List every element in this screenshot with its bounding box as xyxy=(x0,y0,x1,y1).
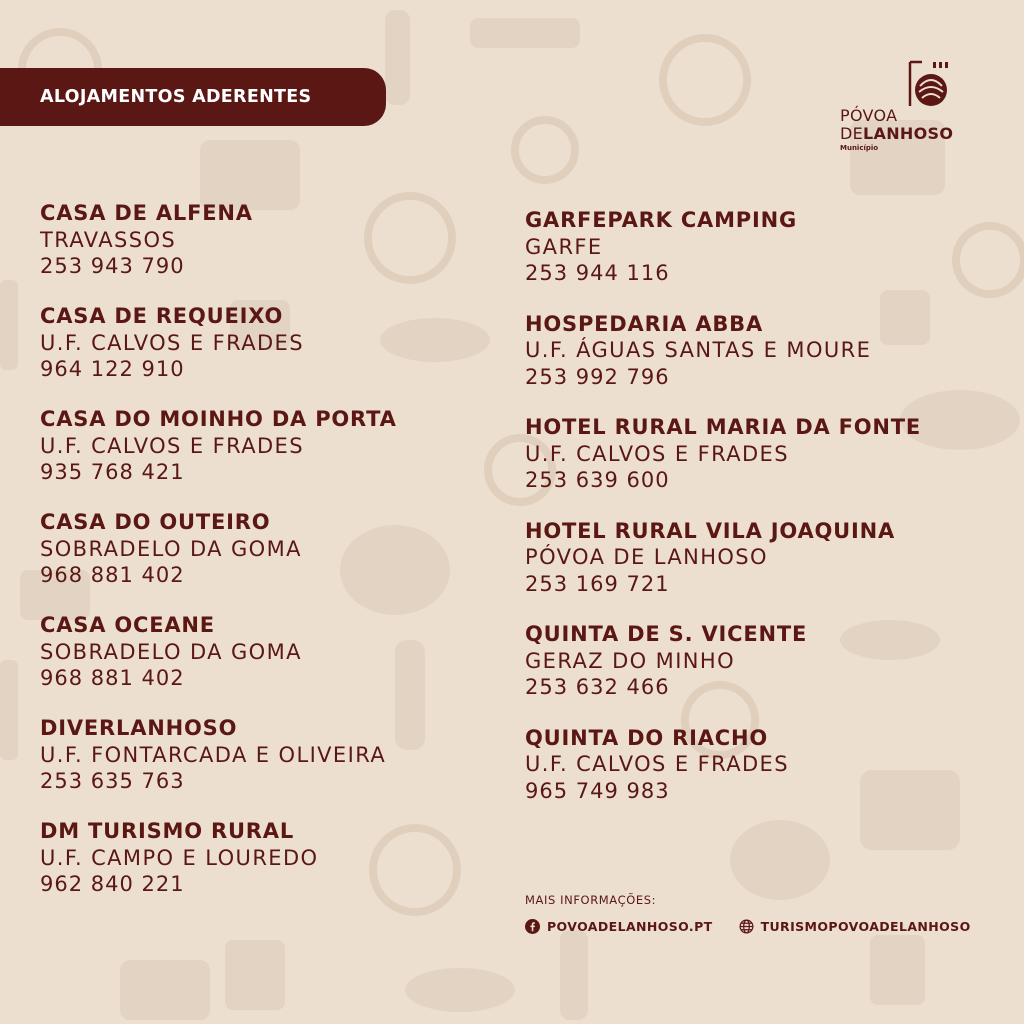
list-item xyxy=(40,509,397,589)
accommodation-place: U.F. CALVOS E FRADES xyxy=(525,441,789,466)
more-info-label: MAIS INFORMAÇÕES: xyxy=(525,893,657,907)
list-item xyxy=(525,311,921,391)
list-item xyxy=(40,303,397,383)
castle-emblem-icon xyxy=(906,60,950,108)
accommodation-place: U.F. ÁGUAS SANTAS E MOURE xyxy=(525,338,872,362)
accommodation-phone: 253 632 466 xyxy=(525,675,670,699)
website-handle: TURISMOPOVOADELANHOSO xyxy=(760,919,971,934)
list-item xyxy=(525,414,921,494)
accommodation-name: HOTEL RURAL VILA JOAQUINA xyxy=(525,518,896,543)
logo-text-lanhoso: LANHOSO xyxy=(863,124,954,143)
accommodation-name: CASA DO OUTEIRO xyxy=(40,510,271,534)
more-info-footer xyxy=(525,893,997,934)
logo-text-povoa: PÓVOA xyxy=(840,106,898,125)
accommodation-place: GARFE xyxy=(525,234,603,259)
accommodation-name: QUINTA DO RIACHO xyxy=(525,725,769,750)
accommodation-name: GARFEPARK CAMPING xyxy=(525,208,797,232)
accommodation-place: SOBRADELO DA GOMA xyxy=(40,536,302,561)
logo-text-de: DE xyxy=(840,124,864,143)
accommodation-name: DM TURISMO RURAL xyxy=(40,819,295,843)
accommodation-place: U.F. CAMPO E LOUREDO xyxy=(40,845,319,870)
accommodation-name: CASA OCEANE xyxy=(40,613,215,637)
accommodation-place: TRAVASSOS xyxy=(40,227,177,252)
accommodation-place: U.F. FONTARCADA E OLIVEIRA xyxy=(40,742,387,767)
globe-icon xyxy=(739,919,754,934)
accommodation-place: PÓVOA DE LANHOSO xyxy=(525,545,768,569)
accommodations-left-list xyxy=(40,200,397,921)
accommodation-name: DIVERLANHOSO xyxy=(40,716,238,740)
list-item xyxy=(525,207,921,287)
accommodation-place: SOBRADELO DA GOMA xyxy=(40,639,302,664)
facebook-icon xyxy=(525,919,540,934)
accommodations-right-list xyxy=(525,207,921,828)
accommodation-phone: 253 169 721 xyxy=(525,571,670,596)
list-item xyxy=(40,715,397,795)
accommodation-place: GERAZ DO MINHO xyxy=(525,648,736,673)
accommodation-phone: 965 749 983 xyxy=(525,778,670,803)
facebook-handle: POVOADELANHOSO.PT xyxy=(547,919,713,934)
accommodation-phone: 253 944 116 xyxy=(525,261,670,285)
footer-links xyxy=(525,919,997,934)
list-item xyxy=(525,621,921,701)
accommodation-name: QUINTA DE S. VICENTE xyxy=(525,622,808,646)
accommodation-phone: 935 768 421 xyxy=(40,460,185,484)
accommodation-name: CASA DO MOINHO DA PORTA xyxy=(40,407,397,431)
accommodation-phone: 962 840 221 xyxy=(40,872,185,896)
logo-subtitle: Município xyxy=(840,144,879,152)
accommodation-name: HOSPEDARIA ABBA xyxy=(525,311,764,336)
list-item xyxy=(40,612,397,692)
accommodation-name: HOTEL RURAL MARIA DA FONTE xyxy=(525,415,922,439)
accommodation-phone: 253 992 796 xyxy=(525,364,670,389)
accommodation-name: CASA DE REQUEIXO xyxy=(40,304,284,328)
list-item xyxy=(525,518,921,598)
municipality-logo xyxy=(838,60,958,160)
accommodation-phone: 964 122 910 xyxy=(40,357,185,381)
list-item xyxy=(40,818,397,898)
facebook-link[interactable] xyxy=(525,919,713,934)
list-item xyxy=(525,725,921,805)
accommodation-phone: 253 639 600 xyxy=(525,468,670,492)
website-link[interactable] xyxy=(739,919,971,934)
accommodation-phone: 968 881 402 xyxy=(40,563,185,587)
header-title: ALOJAMENTOS ADERENTES xyxy=(40,87,312,107)
list-item xyxy=(40,406,397,486)
accommodation-phone: 253 635 763 xyxy=(40,769,185,793)
list-item xyxy=(40,200,397,280)
accommodation-name: CASA DE ALFENA xyxy=(40,201,253,225)
accommodation-place: U.F. CALVOS E FRADES xyxy=(40,330,304,355)
logo-text-de-lanhoso xyxy=(840,124,953,143)
accommodation-phone: 253 943 790 xyxy=(40,254,185,278)
accommodation-place: U.F. CALVOS E FRADES xyxy=(525,752,789,776)
header-banner xyxy=(0,68,386,126)
accommodation-phone: 968 881 402 xyxy=(40,666,185,690)
accommodation-place: U.F. CALVOS E FRADES xyxy=(40,433,304,458)
